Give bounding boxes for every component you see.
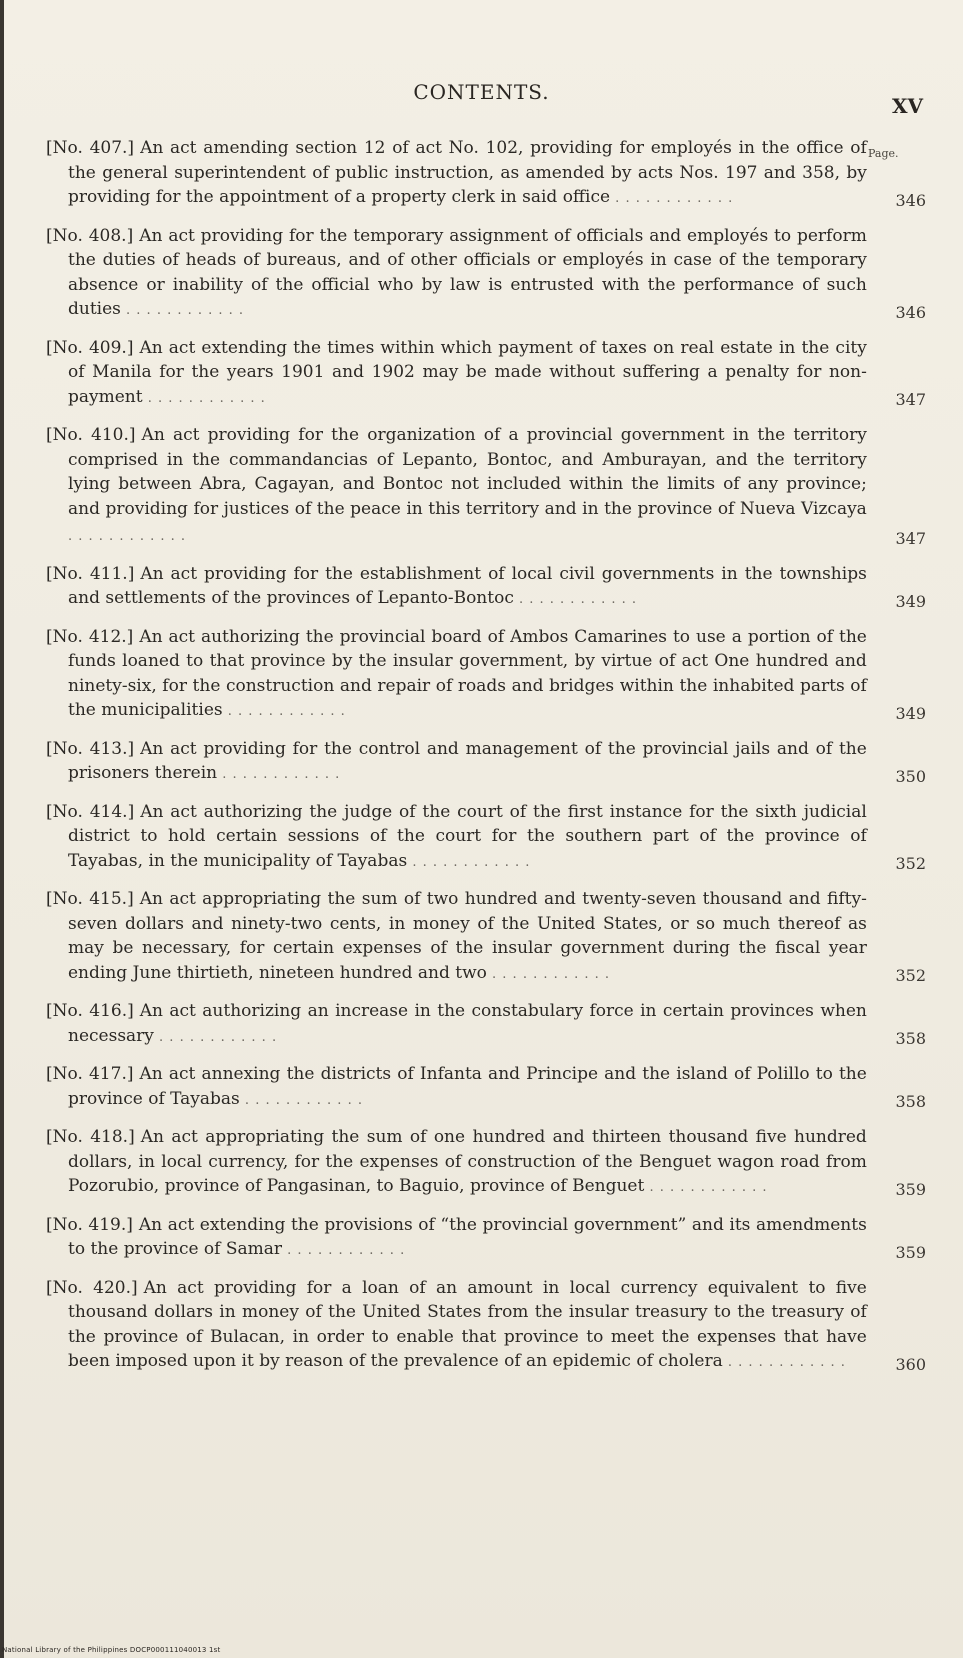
act-description: An act providing for the control and management of the provincial jails and of the prisoners therein [68,738,867,783]
act-description: An act providing for a loan of an amount in local currency equivalent to five thousand dollars in money of the United States from the insular treasury to the treasury of the province of Bulacan, in order to enable that province to meet the expenses that have been imposed upon it by reason of the prevalence of an epidemic of cholera [68,1277,867,1371]
act-number: [No. 417.] [46,1064,134,1084]
dot-leader: . . . . . . . . . . . . [407,854,531,870]
entry-body [46,224,867,324]
contents-entry [46,1213,926,1264]
dot-leader: . . . . . . . . . . . . [513,592,638,607]
contents-entry [46,800,926,876]
act-description: An act extending the provisions of “the provincial government” and its amendments to the province of Samar [68,1214,867,1259]
entry-page-number: 346 [895,190,926,210]
entry-body [46,1062,867,1113]
dot-leader: . . . . . . . . . . . . [486,966,611,982]
entry-body [46,999,867,1050]
entry-page-number: 360 [895,1354,926,1374]
act-description: An act providing for the organization of a provincial government in the territory comprised in the commandancias of Lepanto, Bontoc, and Amburayan, and the territory lying between Abra, Cagayan, and Bontoc not included within the limits of any province; and providing for justices of the peace in this territory and in the province of Nueva Vizcaya [68,425,867,519]
entry-page-number: 359 [895,1242,926,1262]
contents-entry [46,999,926,1050]
page-title: CONTENTS. [413,80,550,104]
dot-leader: . . . . . . . . . . . . [68,529,187,544]
entry-body [46,423,867,550]
act-description: An act extending the times within which payment of taxes on real estate in the city of Manila for the years 1901 and 1902 may be made without suffering a penalty for non-payment [68,337,867,407]
dot-leader: . . . . . . . . . . . . [282,1243,406,1258]
entry-page-number: 349 [895,703,926,723]
contents-entry [46,737,926,788]
entry-page-number: 347 [895,528,926,548]
act-number: [No. 418.] [46,1127,135,1147]
contents-entry [46,887,926,987]
dot-leader: . . . . . . . . . . . . [217,767,341,782]
entry-page-number: 350 [895,766,926,786]
act-number: [No. 420.] [46,1277,138,1298]
act-description: An act providing for the establishment of local civil governments in the townships and settlements of the provinces of Lepanto-Bontoc [68,563,867,608]
dot-leader: . . . . . . . . . . . . [644,1180,768,1195]
dot-leader: . . . . . . . . . . . . [222,704,346,719]
entry-body [46,737,867,788]
act-description: An act authorizing the judge of the court of the first instance for the sixth judicial district to hold certain sessions of the court for the southern part of the province of Tayabas, in the municipality of Tayabas [68,801,867,871]
entry-page-number: 358 [895,1029,926,1048]
act-description: An act appropriating the sum of two hundred and twenty-seven thousand and fifty-seven dollars and ninety-two cents, in money of the United States, or so much thereof as may be necessary, for certain expenses of the insular government during the fiscal year ending June thirtieth, nineteen hundred and two [68,889,867,983]
dot-leader: . . . . . . . . . . . . [120,303,245,318]
entry-body [46,1276,867,1376]
contents-entry [46,336,926,412]
act-number: [No. 409.] [46,337,134,358]
entry-body [46,625,867,725]
contents-entry [46,1276,926,1376]
page-spine-edge [0,0,4,1658]
dot-leader: . . . . . . . . . . . . [722,1355,846,1370]
page-column-label: Page. [868,147,899,160]
dot-leader: . . . . . . . . . . . . [239,1092,363,1108]
scan-footer: National Library of the Philippines DOCP000111040013 1st [2,1646,221,1654]
entry-body [46,800,867,876]
dot-leader: . . . . . . . . . . . . [142,390,266,406]
act-number: [No. 419.] [46,1214,133,1235]
contents-list [46,136,926,1388]
act-description: An act annexing the districts of Infanta and Principe and the island of Polillo to the province of Tayabas [68,1064,867,1109]
act-description: An act authorizing an increase in the constabulary force in certain provinces when necessary [68,1001,867,1046]
act-description: An act amending section 12 of act No. 102, providing for employés in the office of the general superintendent of public instruction, as amended by acts Nos. 197 and 358, by providing for the appointment of a property clerk in said office [68,138,867,207]
act-number: [No. 408.] [46,225,134,246]
entry-body [46,562,867,613]
entry-page-number: 349 [895,591,926,611]
contents-entry [46,562,926,613]
act-number: [No. 407.] [46,138,135,158]
entry-page-number: 352 [895,854,926,873]
act-description: An act providing for the temporary assignment of officials and employés to perform the duties of heads of bureaus, and of other officials or employés in case of the temporary absence or inability of the official who by law is entrusted with the performance of such duties [68,225,867,319]
entry-page-number: 347 [895,390,926,409]
entry-body [46,336,867,412]
contents-entry [46,423,926,550]
entry-body [46,1213,867,1264]
entry-page-number: 359 [895,1179,926,1199]
contents-entry [46,1125,926,1201]
act-description: An act authorizing the provincial board of Ambos Camarines to use a portion of the funds loaned to that province by the insular government, by virtue of act One hundred and ninety-six, for the construction and repair of roads and bridges within the inhabited parts of the municipalities [68,626,867,720]
act-number: [No. 412.] [46,626,134,647]
entry-page-number: 352 [895,966,926,985]
entry-body [46,887,867,987]
entry-page-number: 358 [895,1092,926,1111]
contents-entry [46,625,926,725]
act-description: An act appropriating the sum of one hundred and thirteen thousand five hundred dollars, in local currency, for the expenses of construction of the Benguet wagon road from Pozorubio, province of Pangasinan, to Baguio, province of Benguet [68,1127,867,1196]
entry-page-number: 346 [895,302,926,322]
act-number: [No. 413.] [46,738,135,759]
contents-entry [46,136,926,212]
entry-body [46,1125,867,1201]
act-number: [No. 415.] [46,889,134,909]
dot-leader: . . . . . . . . . . . . [610,191,734,206]
contents-entry [46,224,926,324]
act-number: [No. 414.] [46,801,135,822]
entry-body [46,136,867,212]
act-number: [No. 411.] [46,563,135,584]
act-number: [No. 410.] [46,425,136,445]
dot-leader: . . . . . . . . . . . . [153,1029,278,1045]
contents-entry [46,1062,926,1113]
act-number: [No. 416.] [46,1001,134,1021]
page-number: XV [891,94,923,118]
